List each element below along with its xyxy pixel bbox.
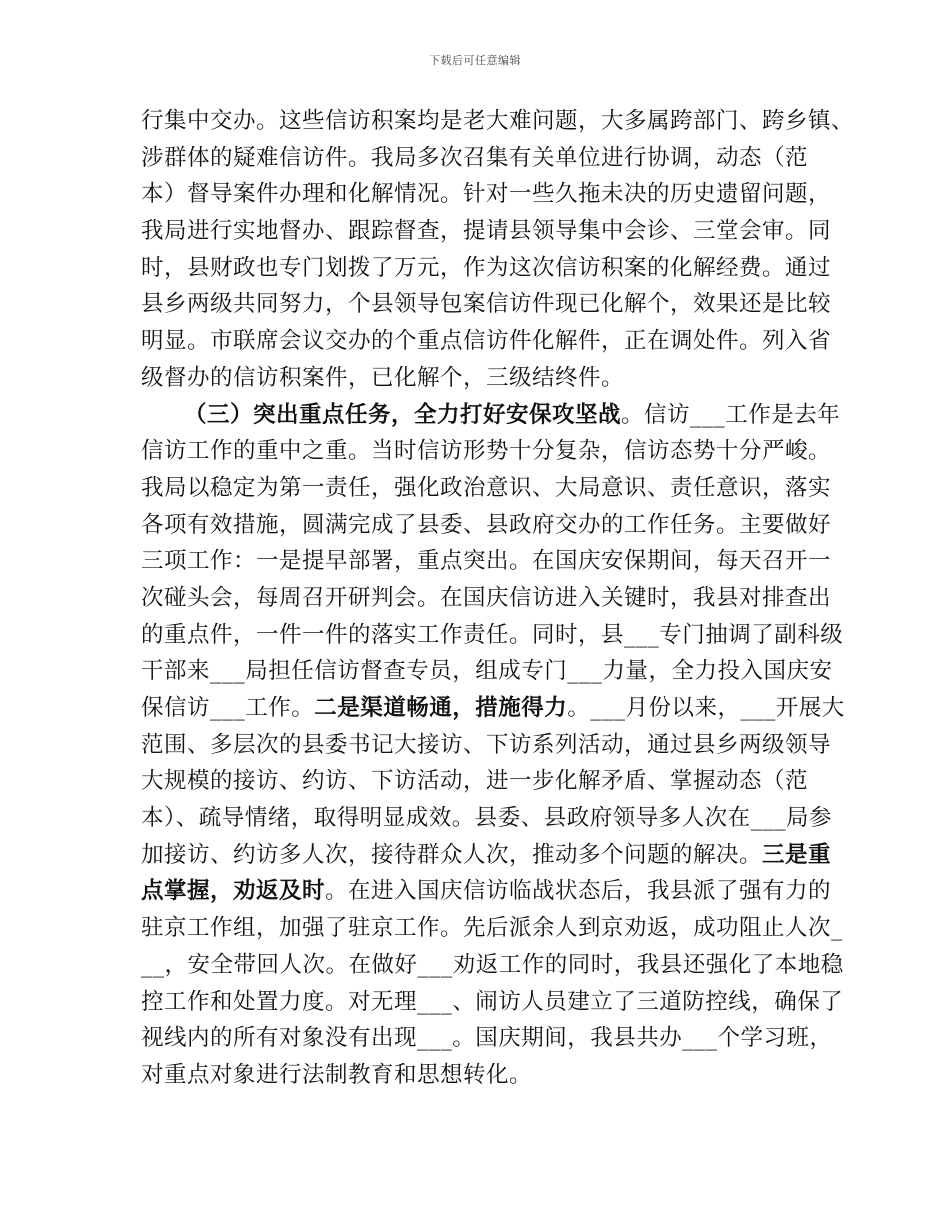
text-line (141, 984, 844, 1021)
text-segment: 。___月份以来，___开展大 (567, 695, 845, 721)
text-line (141, 286, 832, 323)
text-segment: 次碰头会，每周召开研判会。在国庆信访进入关键时，我县对排查出 (141, 584, 832, 611)
text-line (141, 433, 832, 470)
text-line (141, 910, 843, 947)
text-segment: 。在进入国庆信访临战状态后，我县派了强有力的 (325, 878, 832, 905)
text-segment: 本）督导案件办理和化解情况。针对一些久拖未决的历史遗留问题， (141, 181, 832, 208)
text-segment: 干部来___局担任信访督查专员，组成专门___力量，全力投入国庆安 (141, 658, 833, 685)
text-line (141, 507, 832, 544)
text-segment: 。信访___工作是去年 (621, 401, 841, 428)
text-segment: 保信访___工作。 (141, 695, 315, 721)
text-line (141, 213, 832, 250)
text-line (141, 543, 832, 580)
text-segment: __，安全带回人次。在做好___劝返工作的同时，我县还强化了本地稳 (141, 951, 844, 978)
text-line (141, 873, 832, 910)
text-line (141, 323, 832, 360)
text-line (141, 1020, 833, 1057)
text-line (141, 690, 845, 727)
text-segment: 三项工作：一是提早部署，重点突出。在国庆安保期间，每天召开一 (141, 548, 832, 575)
text-segment: 加接访、约访多人次，接待群众人次，推动多个问题的解决。 (141, 841, 763, 868)
text-segment: 的重点件，一件一件的落实工作责任。同时，县___专门抽调了副科级 (141, 621, 844, 648)
text-segment: 县乡两级共同努力，个县领导包案信访件现已化解个，效果还是比较 (141, 291, 832, 318)
text-segment: 时，县财政也专门划拨了万元，作为这次信访积案的化解经费。通过 (141, 254, 832, 281)
text-line (141, 653, 833, 690)
text-segment: 对重点对象进行法制教育和思想转化。 (141, 1061, 533, 1088)
text-segment: 信访工作的重中之重。当时信访形势十分复杂，信访态势十分严峻。 (141, 438, 832, 465)
text-segment: 大规模的接访、约访、下访活动，进一步化解矛盾、掌握动态（范 (141, 768, 809, 795)
text-segment: 我局以稳定为第一责任，强化政治意识、大局意识、责任意识，落实 (141, 474, 832, 501)
text-line (141, 360, 821, 397)
text-segment: 明显。市联席会议交办的个重点信访件化解件，正在调处件。列入省 (141, 328, 832, 355)
text-line (141, 176, 832, 213)
text-segment: 行集中交办。这些信访积案均是老大难问题，大多属跨部门、跨乡镇、 (141, 108, 855, 134)
text-line (141, 140, 821, 177)
text-line (141, 947, 844, 984)
text-line (141, 103, 855, 140)
text-segment: 涉群体的疑难信访件。我局多次召集有关单位进行协调，动态（范 (141, 144, 809, 171)
text-line (141, 397, 841, 434)
text-line (141, 470, 832, 507)
text-segment: 本）、疏导情绪，取得明显成效。县委、县政府领导多人次在___局参 (141, 805, 833, 832)
text-line (141, 1057, 821, 1094)
text-segment: 范围、多层次的县委书记大接访、下访系列活动，通过县乡两级领导 (141, 731, 832, 758)
text-segment: 控工作和处置力度。对无理___、闹访人员建立了三道防控线，确保了 (141, 988, 844, 1015)
text-segment: 驻京工作组，加强了驻京工作。先后派余人到京劝返，成功阻止人次_ (141, 915, 843, 942)
page-header: 下载后可任意编辑 (429, 54, 521, 67)
text-segment: 各项有效措施，圆满完成了县委、县政府交办的工作任务。主要做好 (141, 511, 832, 538)
text-line (141, 837, 832, 874)
text-line (141, 617, 844, 654)
text-line (141, 250, 832, 287)
text-line (141, 727, 832, 764)
body-text (141, 103, 855, 1094)
text-line (141, 763, 821, 800)
bold-text-segment: （三）突出重点任务，全力打好安保攻坚战 (184, 401, 622, 428)
bold-text-segment: 二是渠道畅通，措施得力 (314, 695, 568, 721)
bold-text-segment: 点掌握，劝返及时 (141, 878, 326, 905)
text-segment: 级督办的信访积案件，已化解个，三级结终件。 (141, 364, 625, 391)
text-line (141, 800, 833, 837)
bold-text-segment: 三是重 (762, 841, 832, 868)
text-segment: 我局进行实地督办、跟踪督查，提请县领导集中会诊、三堂会审。同 (141, 218, 832, 245)
text-line (141, 580, 832, 617)
text-segment: 视线内的所有对象没有出现___。国庆期间，我县共办___个学习班， (141, 1025, 833, 1052)
